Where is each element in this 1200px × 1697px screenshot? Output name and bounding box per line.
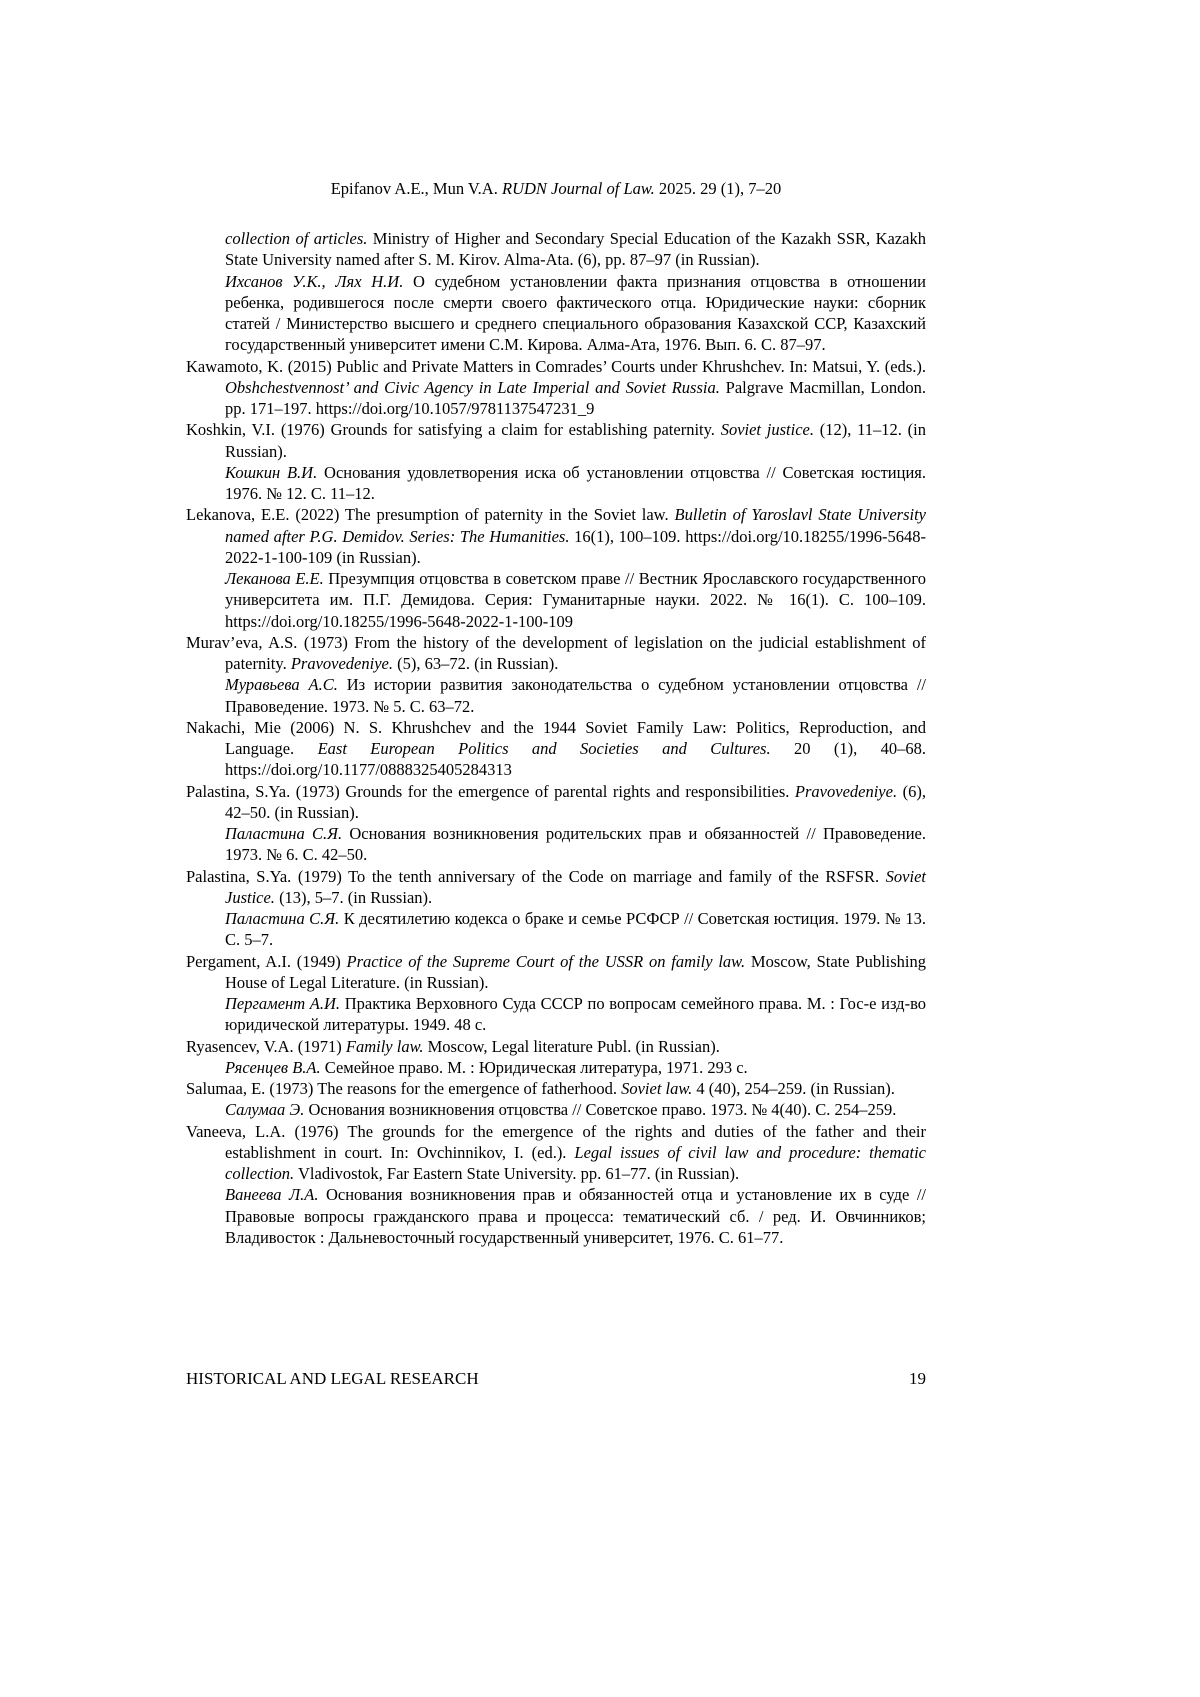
text-segment: 16(1), 100–109. https://doi.org/10.18255/1996-5648-2022-1-100-109 (in Russian). bbox=[225, 526, 926, 567]
text-segment: Salumaa, E. (1973) The reasons for the emergence of fatherhood. bbox=[186, 1079, 622, 1098]
text-segment-italic: Obshchestvennost’ and Civic Agency in Late Imperial and Soviet Russia. bbox=[225, 377, 720, 397]
text-segment: (12), 11–12. (in Russian). bbox=[225, 420, 926, 461]
text-segment-italic: East European Politics and Societies and Cultures. bbox=[317, 739, 771, 758]
text-segment: Murav’eva, A.S. (1973) From the history of the development of legislation on the judicial establishment of paternity. bbox=[186, 632, 926, 673]
reference-translation-item bbox=[186, 568, 926, 632]
text-segment-italic: RUDN Journal of Law. bbox=[501, 179, 655, 198]
reference-item bbox=[186, 951, 926, 994]
text-segment: К десятилетию кодекса о браке и семье РСФСР // Советская юстиция. 1979. № 13. С. 5–7. bbox=[225, 909, 926, 950]
text-segment: Lekanova, E.E. (2022) The presumption of paternity in the Soviet law. bbox=[186, 505, 675, 525]
reference-translation-item bbox=[186, 674, 926, 717]
reference-item bbox=[186, 632, 926, 675]
text-segment: Palgrave Macmillan, London. pp. 171–197. https://doi.org/10.1057/9781137547231_9 bbox=[225, 377, 926, 418]
text-segment: (5), 63–72. (in Russian). bbox=[392, 654, 559, 673]
reference-item bbox=[186, 781, 926, 824]
text-segment: (13), 5–7. (in Russian). bbox=[274, 887, 433, 907]
text-segment-italic: Pravovedeniye. bbox=[290, 654, 393, 673]
text-segment-italic: Пергамент А.И. bbox=[225, 994, 341, 1013]
text-segment: Nakachi, Mie (2006) N. S. Khrushchev and the 1944 Soviet Family Law: Politics, Reproduction, and Language. bbox=[186, 717, 926, 758]
reference-item bbox=[186, 866, 926, 909]
text-segment-italic: Legal issues of civil law and procedure: thematic collection. bbox=[225, 1142, 926, 1183]
text-segment-italic: Soviet Justice. bbox=[225, 866, 926, 907]
reference-item bbox=[186, 504, 926, 568]
reference-item bbox=[186, 356, 926, 420]
text-segment: Vladivostok, Far Eastern State University. pp. 61–77. (in Russian). bbox=[294, 1164, 740, 1183]
reference-item bbox=[186, 419, 926, 462]
text-segment-italic: Pravovedeniye. bbox=[794, 781, 898, 801]
text-segment: Palastina, S.Ya. (1979) To the tenth anniversary of the Code on marriage and family of the RSFSR. bbox=[186, 866, 886, 886]
page-footer bbox=[186, 1369, 926, 1389]
text-segment-italic: Кошкин В.И. bbox=[225, 462, 318, 482]
text-segment: Основания удовлетворения иска об установлении отцовства // Советская юстиция. 1976. № 12. С. 11–12. bbox=[225, 462, 927, 503]
text-segment: Palastina, S.Ya. (1973) Grounds for the emergence of parental rights and responsibilities. bbox=[186, 781, 795, 801]
text-segment: Семейное право. М. : Юридическая литература, 1971. 293 с. bbox=[320, 1057, 748, 1077]
text-segment: Koshkin, V.I. (1976) Grounds for satisfying a claim for establishing paternity. bbox=[186, 420, 721, 440]
text-segment: Из истории развития законодательства о судебном установлении отцовства // Правоведение. 1973. № 5. С. 63–72. bbox=[225, 675, 926, 716]
text-segment-italic: Салумаа Э. bbox=[225, 1100, 305, 1120]
text-segment: 20 (1), 40–68. https://doi.org/10.1177/0888325405284313 bbox=[225, 739, 926, 780]
text-segment-italic: Soviet law. bbox=[621, 1079, 693, 1098]
text-segment: Презумпция отцовства в советском праве // Вестник Ярославского государственного университета им. П.Г. Демидова. Серия: Гуманитарные науки. 2022. № 16(1). С. 100–109. https://doi.org/10.18255/1996-5648-2022-1-100-109 bbox=[225, 569, 926, 631]
footer-page-number: 19 bbox=[909, 1369, 926, 1388]
reference-translation-item bbox=[186, 271, 926, 356]
text-segment-italic: Леканова Е.Е. bbox=[225, 569, 324, 588]
reference-translation-item bbox=[186, 1099, 926, 1120]
reference-translation-item bbox=[186, 462, 926, 505]
text-segment: Основания возникновения прав и обязанностей отца и установление их в суде // Правовые вопросы гражданского права и процесса: тематический сб. / ред. И. Овчинников; Владивосток : Дальневосточный государственный университет, 1976. С. 61–77. bbox=[225, 1185, 926, 1247]
text-segment: Pergament, A.I. (1949) bbox=[186, 951, 347, 971]
reference-translation-item bbox=[186, 908, 926, 951]
text-segment-italic: Муравьева А.С. bbox=[225, 675, 338, 695]
text-segment-italic: Family law. bbox=[345, 1036, 424, 1056]
reference-translation-item bbox=[186, 1184, 926, 1248]
text-segment: О судебном установлении факта признания отцовства в отношении ребенка, родившегося после смерти своего фактического отца. Юридические науки: сборник статей / Министерство высшего и среднего специального образования Казахской ССР, Казахский государственный университет имени С.М. Кирова. Алма-Ата, 1976. Вып. 6. С. 87–97. bbox=[225, 271, 927, 355]
reference-item bbox=[186, 717, 926, 781]
text-segment: (6), 42–50. (in Russian). bbox=[225, 781, 926, 822]
reference-item bbox=[186, 1121, 926, 1185]
text-segment-italic: Practice of the Supreme Court of the USSR on family law. bbox=[346, 951, 746, 971]
text-segment-italic: Паластина С.Я. bbox=[225, 909, 340, 928]
reference-translation-item bbox=[186, 228, 926, 271]
text-segment-italic: Паластина С.Я. bbox=[225, 824, 343, 843]
footer-section-title: HISTORICAL AND LEGAL RESEARCH bbox=[186, 1369, 479, 1388]
page-content bbox=[186, 179, 926, 1248]
text-segment: Moscow, Legal literature Publ. (in Russian). bbox=[423, 1036, 720, 1056]
text-segment: Kawamoto, K. (2015) Public and Private Matters in Comrades’ Courts under Khrushchev. In: Matsui, Y. (eds.). bbox=[186, 356, 926, 376]
text-segment: Epifanov A.E., Mun V.A. bbox=[330, 179, 502, 198]
reference-item bbox=[186, 1036, 926, 1057]
text-segment: Основания возникновения отцовства // Советское право. 1973. № 4(40). С. 254–259. bbox=[304, 1100, 897, 1120]
text-segment-italic: collection of articles. bbox=[225, 229, 368, 248]
text-segment: Основания возникновения родительских прав и обязанностей // Правоведение. 1973. № 6. С. 42–50. bbox=[225, 824, 927, 865]
text-segment-italic: Рясенцев В.А. bbox=[225, 1057, 321, 1077]
reference-item bbox=[186, 1078, 926, 1099]
references-list bbox=[186, 228, 926, 1248]
text-segment-italic: Soviet justice. bbox=[720, 420, 814, 440]
reference-translation-item bbox=[186, 993, 926, 1036]
text-segment-italic: Ванеева Л.А. bbox=[225, 1185, 319, 1205]
text-segment: Moscow, State Publishing House of Legal Literature. (in Russian). bbox=[225, 951, 926, 992]
running-header bbox=[186, 179, 926, 199]
text-segment: Ryasencev, V.A. (1971) bbox=[186, 1036, 346, 1056]
text-segment: Ministry of Higher and Secondary Special Education of the Kazakh SSR, Kazakh State University named after S. M. Kirov. Alma-Ata. (6), pp. 87–97 (in Russian). bbox=[225, 229, 926, 270]
text-segment-italic: Bulletin of Yaroslavl State University named after P.G. Demidov. Series: The Humanities. bbox=[225, 505, 927, 546]
text-segment: Практика Верховного Суда СССР по вопросам семейного права. М. : Гос-е изд-во юридической литературы. 1949. 48 с. bbox=[225, 994, 926, 1035]
reference-translation-item bbox=[186, 1057, 926, 1078]
text-segment: Vaneeva, L.A. (1976) The grounds for the emergence of the rights and duties of the father and their establishment in court. In: Ovchinnikov, I. (ed.). bbox=[186, 1121, 926, 1162]
text-segment: 4 (40), 254–259. (in Russian). bbox=[692, 1079, 895, 1098]
reference-translation-item bbox=[186, 823, 926, 866]
text-segment-italic: Ихсанов У.К., Лях Н.И. bbox=[225, 271, 404, 291]
text-segment: 2025. 29 (1), 7–20 bbox=[654, 179, 782, 198]
